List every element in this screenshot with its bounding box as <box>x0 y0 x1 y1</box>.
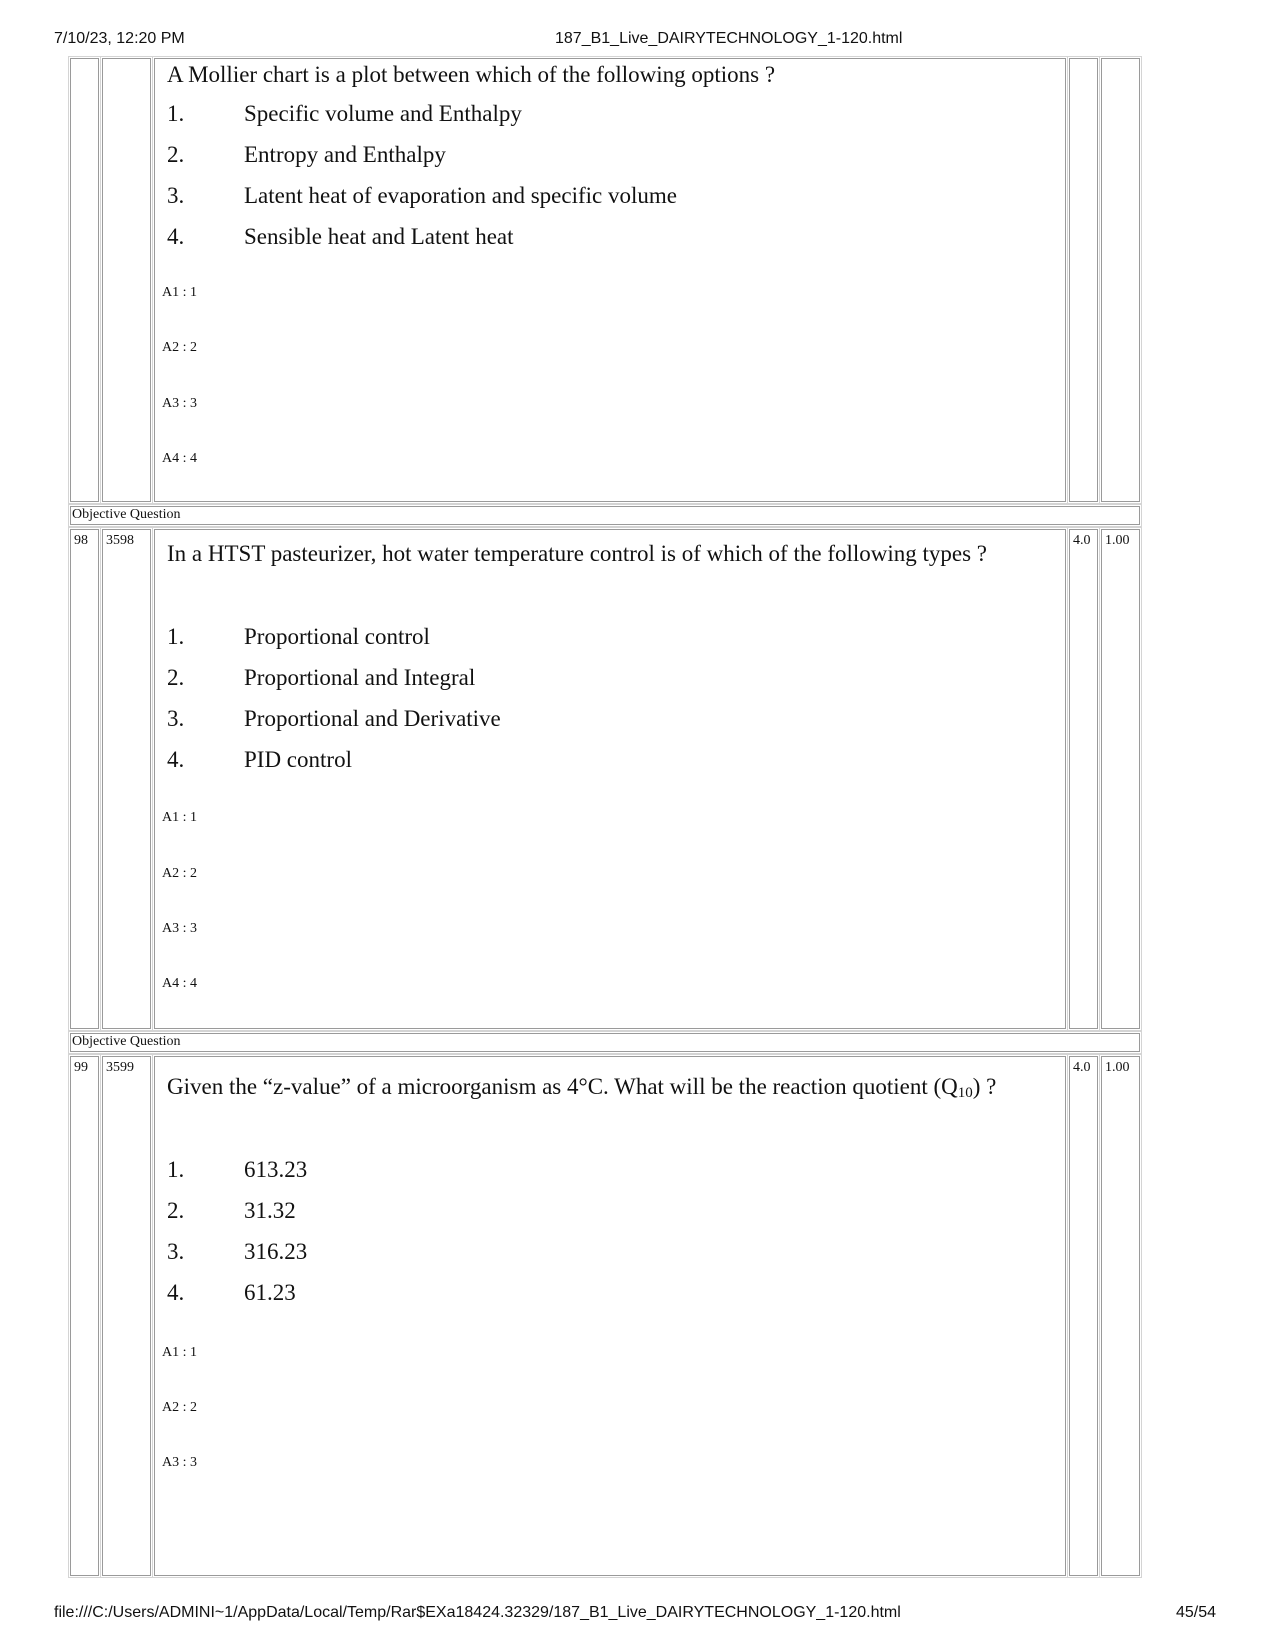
question-cell <box>154 58 1066 502</box>
serial-number: 98 <box>74 533 88 548</box>
option-number: 3. <box>167 1239 185 1264</box>
option-number: 1. <box>167 624 185 649</box>
option-number: 4. <box>167 224 185 249</box>
option-number: 3. <box>167 706 185 731</box>
sno-cell <box>70 1056 99 1576</box>
answer-4: A4 : 4 <box>162 976 197 991</box>
option-text: Specific volume and Enthalpy <box>244 101 522 126</box>
option-text: Proportional and Derivative <box>244 706 501 731</box>
question-type-row <box>70 1033 1140 1052</box>
option-text: 613.23 <box>244 1157 308 1182</box>
answer-3: A3 : 3 <box>162 921 197 936</box>
option-text: Entropy and Enthalpy <box>244 142 446 167</box>
option-text: Sensible heat and Latent heat <box>244 224 514 249</box>
question-id: 3599 <box>106 1060 134 1075</box>
marks-cell <box>1069 529 1098 1029</box>
question-cell <box>154 529 1066 1029</box>
print-datetime: 7/10/23, 12:20 PM <box>54 30 185 47</box>
option-number: 2. <box>167 1198 185 1223</box>
question-text <box>167 1071 1045 1109</box>
qid-cell <box>102 1056 151 1576</box>
question-type-row <box>70 506 1140 525</box>
option-text: PID control <box>244 747 352 772</box>
question-text: A Mollier chart is a plot between which of the following options ? <box>167 62 776 87</box>
marks-value: 4.0 <box>1073 1060 1091 1075</box>
option-number: 2. <box>167 665 185 690</box>
answer-3: A3 : 3 <box>162 396 197 411</box>
option-text: Latent heat of evaporation and specific volume <box>244 183 677 208</box>
question-text-subscript: 10 <box>957 1085 973 1101</box>
answer-2: A2 : 2 <box>162 866 197 881</box>
negative-cell <box>1101 1056 1140 1576</box>
negative-marks-value: 1.00 <box>1105 533 1130 548</box>
question-cell <box>154 1056 1066 1576</box>
marks-cell <box>1069 58 1098 502</box>
option-text: Proportional control <box>244 624 430 649</box>
option-text: Proportional and Integral <box>244 665 476 690</box>
qid-cell <box>102 58 151 502</box>
answer-1: A1 : 1 <box>162 1345 197 1360</box>
option-number: 1. <box>167 101 185 126</box>
qid-cell <box>102 529 151 1029</box>
option-number: 3. <box>167 183 185 208</box>
answer-2: A2 : 2 <box>162 1400 197 1415</box>
option-number: 4. <box>167 1280 185 1305</box>
option-text: 31.32 <box>244 1198 296 1223</box>
marks-value: 4.0 <box>1073 533 1091 548</box>
file-path: file:///C:/Users/ADMINI~1/AppData/Local/Temp/Rar$EXa18424.32329/187_B1_Live_DAIRYTECHNOLOGY_1-120.html <box>54 1604 901 1621</box>
question-text-main: Given the “z-value” of a microorganism as 4°C. What will be the reaction quotient (Q <box>167 1074 958 1099</box>
marks-cell <box>1069 1056 1098 1576</box>
negative-cell <box>1101 58 1140 502</box>
question-text-end: ) ? <box>972 1074 997 1099</box>
option-text: 316.23 <box>244 1239 308 1264</box>
negative-cell <box>1101 529 1140 1029</box>
answer-2: A2 : 2 <box>162 340 197 355</box>
question-type-label: Objective Question <box>72 507 181 522</box>
option-number: 4. <box>167 747 185 772</box>
page-number: 45/54 <box>1176 1604 1217 1621</box>
sno-cell <box>70 58 99 502</box>
question-id: 3598 <box>106 533 134 548</box>
option-text: 61.23 <box>244 1280 296 1305</box>
question-type-label: Objective Question <box>72 1034 181 1049</box>
answer-1: A1 : 1 <box>162 285 197 300</box>
option-number: 1. <box>167 1157 185 1182</box>
document-title: 187_B1_Live_DAIRYTECHNOLOGY_1-120.html <box>555 30 903 47</box>
serial-number: 99 <box>74 1060 88 1075</box>
question-text: In a HTST pasteurizer, hot water temperature control is of which of the following types ? <box>167 541 988 566</box>
answer-4: A4 : 4 <box>162 451 197 466</box>
sno-cell <box>70 529 99 1029</box>
answer-1: A1 : 1 <box>162 810 197 825</box>
option-number: 2. <box>167 142 185 167</box>
answer-3: A3 : 3 <box>162 1455 197 1470</box>
negative-marks-value: 1.00 <box>1105 1060 1130 1075</box>
